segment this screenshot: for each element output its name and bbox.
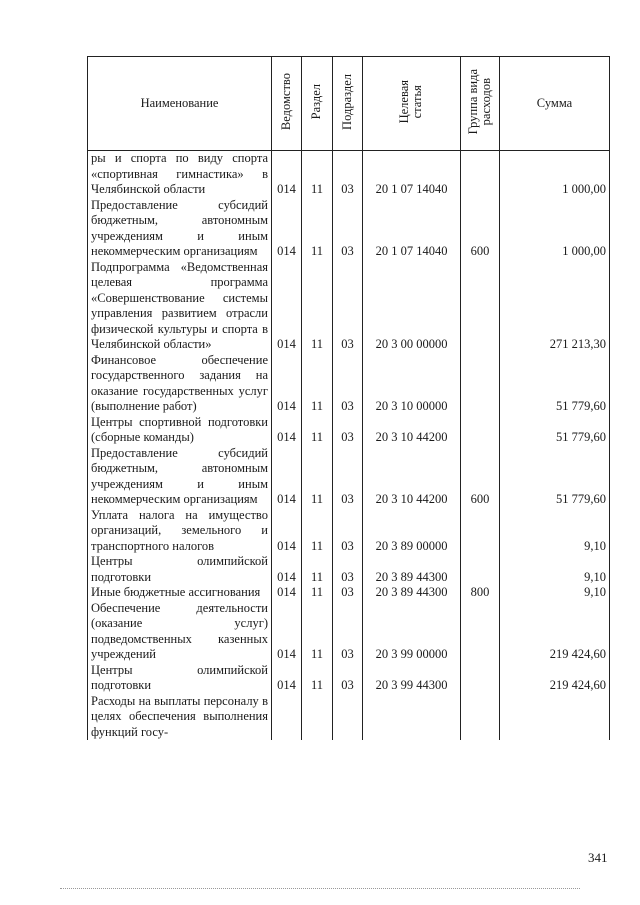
row-section-cell: 11 — [302, 260, 333, 353]
header-section: Раздел — [302, 57, 333, 151]
row-section-cell: 11 — [302, 353, 333, 415]
row-expense-group-cell — [461, 508, 500, 555]
row-dept-cell: 014 — [272, 508, 302, 555]
row-expense-group-cell: 600 — [461, 446, 500, 508]
row-expense-group-cell — [461, 601, 500, 663]
row-section-cell: 11 — [302, 554, 333, 585]
row-section-cell: 11 — [302, 663, 333, 694]
table-row — [88, 694, 610, 741]
row-section-cell: 11 — [302, 151, 333, 198]
row-expense-group-cell — [461, 151, 500, 198]
row-sum-cell: 9,10 — [500, 508, 610, 555]
table-body — [88, 151, 610, 741]
table-header-row — [88, 57, 610, 151]
row-target-cell: 20 3 89 00000 — [363, 508, 461, 555]
row-sum-cell: 1 000,00 — [500, 198, 610, 260]
table-row — [88, 446, 610, 508]
row-name-cell: Предоставление субсидий бюджетным, автономным учреждениям и иным некоммерческим организациям — [88, 198, 272, 260]
row-expense-group-cell — [461, 554, 500, 585]
row-name-cell: Центры олимпийской подготовки — [88, 554, 272, 585]
row-subsection-cell: 03 — [333, 508, 363, 555]
table-row — [88, 353, 610, 415]
header-target: Целевая статья — [363, 57, 461, 151]
row-target-cell: 20 1 07 14040 — [363, 198, 461, 260]
row-name-cell: Финансовое обеспечение государственного задания на оказание государственных услуг (выполнение работ) — [88, 353, 272, 415]
row-expense-group-cell: 800 — [461, 585, 500, 601]
row-expense-group-cell: 600 — [461, 198, 500, 260]
row-expense-group-cell — [461, 694, 500, 741]
row-subsection-cell: 03 — [333, 446, 363, 508]
row-name-cell: Обеспечение деятельности (оказание услуг) подведомственных казенных учреждений — [88, 601, 272, 663]
row-expense-group-cell — [461, 663, 500, 694]
row-dept-cell: 014 — [272, 415, 302, 446]
row-target-cell: 20 3 89 44300 — [363, 554, 461, 585]
row-sum-cell: 9,10 — [500, 585, 610, 601]
table-row — [88, 198, 610, 260]
header-subsection: Подраздел — [333, 57, 363, 151]
row-section-cell: 11 — [302, 508, 333, 555]
row-name-cell: Подпрограмма «Ведомственная целевая программа «Совершенствование системы управления развитием отрасли физической культуры и спорта в Челябинской области» — [88, 260, 272, 353]
footer-divider — [60, 888, 580, 889]
row-name-cell: ры и спорта по виду спорта «спортивная гимнастика» в Челябинской области — [88, 151, 272, 198]
row-target-cell: 20 3 99 44300 — [363, 663, 461, 694]
row-dept-cell: 014 — [272, 198, 302, 260]
row-subsection-cell — [333, 694, 363, 741]
header-name: Наименование — [88, 57, 272, 151]
row-sum-cell: 51 779,60 — [500, 446, 610, 508]
row-subsection-cell: 03 — [333, 151, 363, 198]
row-name-cell: Центры олимпийской подготовки — [88, 663, 272, 694]
row-dept-cell: 014 — [272, 353, 302, 415]
row-dept-cell: 014 — [272, 585, 302, 601]
row-sum-cell — [500, 694, 610, 741]
table-row — [88, 260, 610, 353]
row-subsection-cell: 03 — [333, 198, 363, 260]
row-target-cell: 20 3 10 00000 — [363, 353, 461, 415]
row-dept-cell: 014 — [272, 663, 302, 694]
row-name-cell: Центры спортивной подготовки (сборные команды) — [88, 415, 272, 446]
row-sum-cell: 51 779,60 — [500, 353, 610, 415]
row-subsection-cell: 03 — [333, 260, 363, 353]
row-name-cell: Предоставление субсидий бюджетным, автономным учреждениям и иным некоммерческим организациям — [88, 446, 272, 508]
row-sum-cell: 219 424,60 — [500, 601, 610, 663]
row-dept-cell: 014 — [272, 446, 302, 508]
row-target-cell: 20 3 10 44200 — [363, 415, 461, 446]
table-row — [88, 663, 610, 694]
row-name-cell: Уплата налога на имущество организаций, земельного и транспортного налогов — [88, 508, 272, 555]
row-expense-group-cell — [461, 353, 500, 415]
row-dept-cell: 014 — [272, 601, 302, 663]
table-row — [88, 601, 610, 663]
row-name-cell: Расходы на выплаты персоналу в целях обеспечения выполнения функций госу- — [88, 694, 272, 741]
row-section-cell: 11 — [302, 198, 333, 260]
row-subsection-cell: 03 — [333, 585, 363, 601]
row-subsection-cell: 03 — [333, 415, 363, 446]
row-sum-cell: 1 000,00 — [500, 151, 610, 198]
row-target-cell: 20 3 00 00000 — [363, 260, 461, 353]
row-sum-cell: 9,10 — [500, 554, 610, 585]
row-expense-group-cell — [461, 415, 500, 446]
table-row — [88, 415, 610, 446]
row-section-cell: 11 — [302, 446, 333, 508]
table-row — [88, 508, 610, 555]
table-row — [88, 151, 610, 198]
row-sum-cell: 51 779,60 — [500, 415, 610, 446]
table-row — [88, 585, 610, 601]
row-target-cell: 20 3 10 44200 — [363, 446, 461, 508]
row-target-cell: 20 1 07 14040 — [363, 151, 461, 198]
page-number: 341 — [588, 850, 608, 865]
table-row — [88, 554, 610, 585]
row-subsection-cell: 03 — [333, 663, 363, 694]
row-name-cell: Иные бюджетные ассигнования — [88, 585, 272, 601]
header-sum: Сумма — [500, 57, 610, 151]
row-section-cell: 11 — [302, 415, 333, 446]
budget-table — [87, 56, 610, 740]
row-sum-cell: 219 424,60 — [500, 663, 610, 694]
row-subsection-cell: 03 — [333, 554, 363, 585]
row-dept-cell: 014 — [272, 554, 302, 585]
header-expense-group: Группа вида расходов — [461, 57, 500, 151]
row-dept-cell — [272, 694, 302, 741]
header-dept: Ведомство — [272, 57, 302, 151]
row-subsection-cell: 03 — [333, 353, 363, 415]
row-expense-group-cell — [461, 260, 500, 353]
row-target-cell — [363, 694, 461, 741]
row-section-cell: 11 — [302, 601, 333, 663]
row-target-cell: 20 3 89 44300 — [363, 585, 461, 601]
row-dept-cell: 014 — [272, 260, 302, 353]
row-section-cell — [302, 694, 333, 741]
row-target-cell: 20 3 99 00000 — [363, 601, 461, 663]
row-subsection-cell: 03 — [333, 601, 363, 663]
row-dept-cell: 014 — [272, 151, 302, 198]
row-section-cell: 11 — [302, 585, 333, 601]
row-sum-cell: 271 213,30 — [500, 260, 610, 353]
